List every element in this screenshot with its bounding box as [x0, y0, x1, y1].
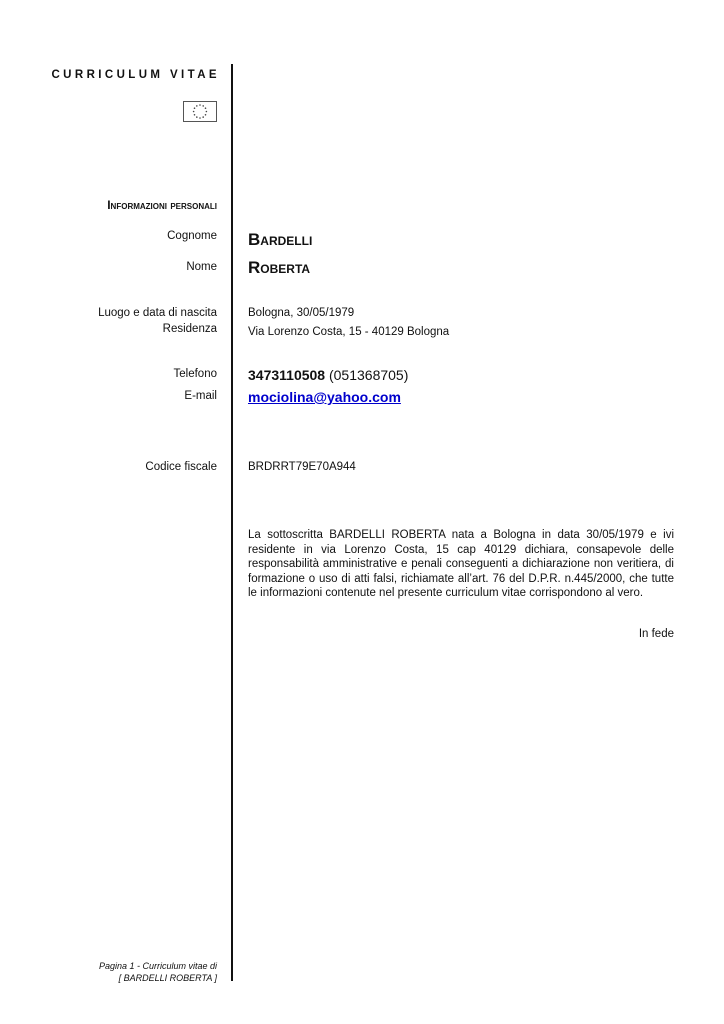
surname-label: Cognome [167, 230, 217, 242]
name-label: Nome [186, 261, 217, 273]
email-link[interactable]: mociolina@yahoo.com [248, 389, 401, 405]
residence-value: Via Lorenzo Costa, 15 - 40129 Bologna [248, 326, 450, 338]
section-title-personal-info: Informazioni personali [107, 198, 217, 212]
column-divider [231, 64, 233, 981]
phone-home: (051368705) [328, 367, 409, 383]
fiscal-code-label: Codice fiscale [145, 461, 217, 473]
birth-label: Luogo e data di nascita [98, 307, 217, 319]
document-title: CURRICULUM VITAE [51, 69, 220, 81]
email-label: E-mail [184, 390, 217, 402]
surname-value: Bardelli [248, 230, 313, 249]
residence-label: Residenza [162, 323, 217, 335]
phone-mobile: 3473110508 [248, 367, 326, 383]
phone-value [248, 367, 408, 383]
closing-text: In fede [638, 628, 674, 640]
footer-line-2: [ BARDELLI ROBERTA ] [118, 973, 217, 983]
declaration-text: La sottoscritta BARDELLI ROBERTA nata a Bologna in data 30/05/1979 e ivi residente in via Lorenzo Costa, 15 cap 40129 dichiara, consapevole delle responsabilità amministrative e penali conseguenti a dichiarazione non veritiera, di formazione o uso di atti falsi, richiamate all’art. 76 del D.P.R. n.445/2000, che tutte le informazioni contenute nel presente curriculum vitae corrispondono al vero. [248, 529, 674, 599]
phone-label: Telefono [173, 368, 217, 380]
page-footer [99, 960, 217, 984]
fiscal-code-value: BRDRRT79E70A944 [248, 461, 356, 473]
eu-flag-icon [183, 101, 217, 122]
footer-line-1: Pagina 1 - Curriculum vitae di [98, 961, 217, 971]
birth-value: Bologna, 30/05/1979 [248, 307, 355, 319]
name-value: Roberta [248, 258, 311, 277]
